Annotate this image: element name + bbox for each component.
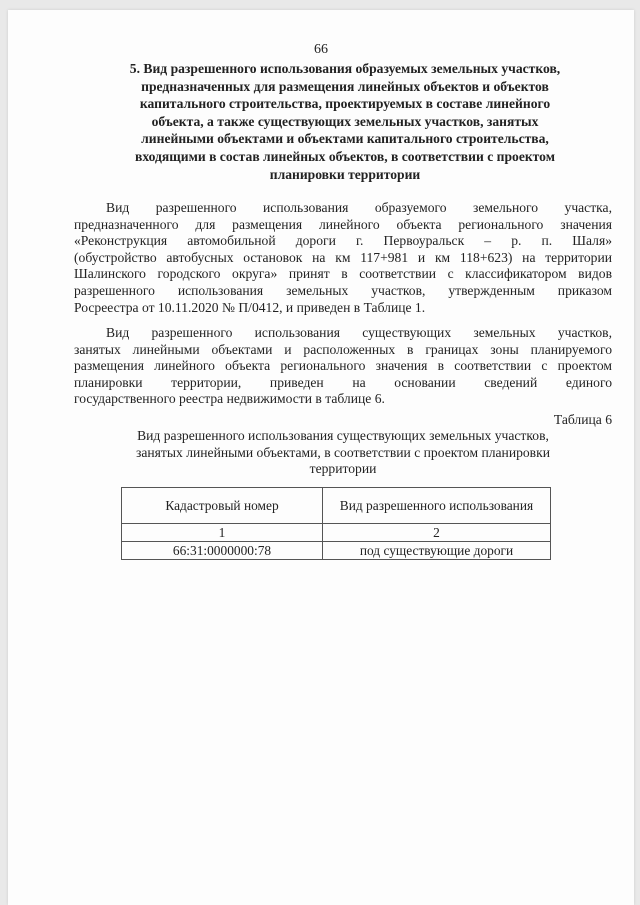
- table-header-row: [122, 488, 551, 524]
- heading-line: линейными объектами и объектами капитального строительства,: [141, 131, 549, 147]
- cadastral-number-cell: 66:31:0000000:78: [122, 542, 323, 560]
- paragraph-line: (обустройство автобусных остановок на км 117+981 и км 118+623) на территории: [74, 249, 612, 265]
- paragraph-line: разрешенного использования земельных участков, утвержденным приказом: [74, 282, 612, 298]
- section-heading: [90, 60, 600, 183]
- paragraph-line: Вид разрешенного использования существующих земельных участков,: [106, 325, 612, 340]
- heading-line: капитального строительства, проектируемых в составе линейного: [139, 96, 551, 112]
- paragraph-line: Росреестра от 10.11.2020 № П/0412, и приведен в Таблице 1.: [74, 299, 426, 315]
- table-caption-number: Таблица 6: [553, 412, 612, 427]
- page-number: 66: [314, 42, 328, 57]
- paragraph-line: Шалинского городского округа» принят в соответствии с классификатором видов: [74, 266, 612, 282]
- document-page: [8, 10, 634, 905]
- table-row: [122, 542, 551, 560]
- land-use-table: [121, 487, 551, 560]
- paragraph-line: занятых линейными объектами и расположенных в границах зоны планируемого: [74, 341, 612, 357]
- heading-line: входящими в состав линейных объектов, в соответствии с проектом: [135, 148, 555, 164]
- paragraph-land-use-formed: [74, 200, 612, 316]
- header-permitted-use: Вид разрешенного использования: [323, 488, 551, 524]
- permitted-use-cell: под существующие дороги: [323, 542, 551, 560]
- header-cadastral-number: Кадастровый номер: [122, 488, 323, 524]
- paragraph-line: планировки территории, приведен на основании сведений единого: [74, 374, 612, 390]
- table-title-line: занятых линейными объектами, в соответствии с проектом планировки: [136, 444, 550, 460]
- heading-line: планировки территории: [269, 166, 421, 182]
- paragraph-line: «Реконструкция автомобильной дороги г. Первоуральск – р. п. Шаля»: [74, 233, 612, 249]
- paragraph-line: государственного реестра недвижимости в таблице 6.: [74, 391, 385, 407]
- heading-line: 5. Вид разрешенного использования образуемых земельных участков,: [129, 61, 561, 76]
- paragraph-land-use-existing: [74, 325, 612, 408]
- table-title: [74, 428, 612, 478]
- column-number: 2: [323, 524, 551, 542]
- table-column-number-row: [122, 524, 551, 542]
- table-title-line: Вид разрешенного использования существующих земельных участков,: [137, 428, 549, 443]
- paragraph-line: размещения линейного объекта регионального значения в соответствии с проектом: [74, 358, 612, 374]
- paragraph-line: Вид разрешенного использования образуемого земельного участка,: [106, 200, 612, 215]
- heading-line: объекта, а также существующих земельных участков, занятых: [151, 113, 539, 129]
- paragraph-line: предназначенного для размещения линейного объекта регионального значения: [74, 216, 612, 232]
- heading-line: предназначенных для размещения линейных объектов и объектов: [141, 78, 549, 94]
- column-number: 1: [122, 524, 323, 542]
- table-title-line: территории: [309, 461, 377, 477]
